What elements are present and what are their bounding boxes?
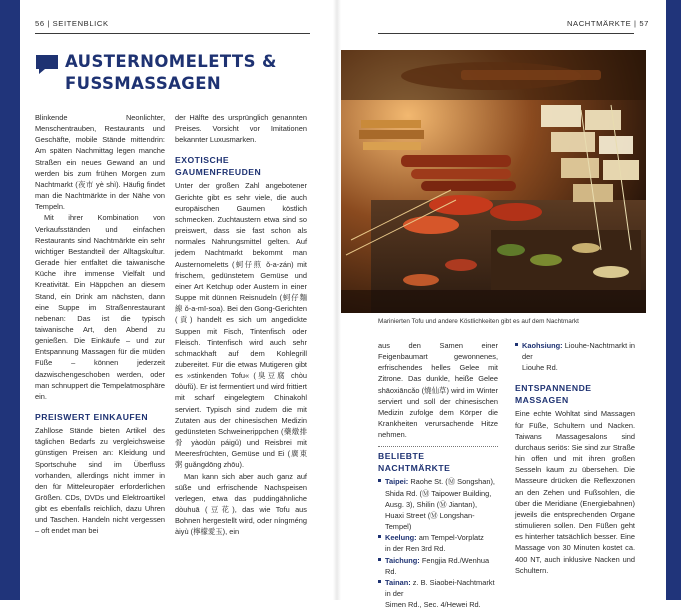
header-rule-left: [35, 33, 310, 34]
market-line: Ausg. 3), Shilin (Ⓜ Jiantan),: [385, 499, 478, 509]
paragraph: Man kann sich aber auch ganz auf süße und erfrischende Nachspeisen verlegen, etwa das puddingähnliche dòuhuā (豆花), das wie Tofu aus Bohnen hergestellt wird, oder níngméng àiyù (檸檬愛玉), ein: [175, 471, 307, 537]
speech-bubble-icon: [35, 54, 59, 75]
market-list: [378, 476, 498, 610]
market-line: Liouhe-Nachtmarkt in der: [522, 341, 635, 362]
market-line: Liouhe Rd.: [522, 363, 558, 373]
list-item: [378, 577, 498, 610]
night-market-food-illustration: [341, 50, 646, 313]
market-city: Keelung:: [385, 533, 417, 543]
title-line-2: FUSSMASSAGEN: [65, 74, 222, 93]
list-item: [378, 476, 498, 532]
paragraph: Zahllose Stände bieten Artikel des täglichen Bedarfs zu vergleichsweise günstigen Preisen an: Kleidung und Sportschuhe sind im Überfluss vorhanden, allerdings nicht immer in den für Mitteleuropäer erforderlichen Größen. CDs, DVDs und Elektroartikel gibt es ebenfalls reichlich, dazu Uhren und Taschen. Handeln nicht vergessen – oft endet man bei: [35, 426, 165, 536]
right-page-edge-band: [666, 0, 681, 600]
text-column-1: [35, 112, 165, 537]
market-line: Fengjia Rd./Wenhua Rd.: [385, 555, 490, 576]
night-market-food-photo: [341, 50, 646, 313]
text-column-3: [378, 340, 498, 610]
text-column-4: [515, 340, 635, 576]
header-rule-right: [378, 33, 634, 34]
paragraph: Blinkende Neonlichter, Menschentrauben, Restaurants und Geschäfte, mobile Stände mittendrin: Am späten Nachmittag legen manche Straßen ein neues Gewand an und werden bis zum frühen Morgen zum Nachtmarkt (夜市 yè shì). Häufig findet man die Nachtmärkte in der Nähe von Tempeln.: [35, 113, 165, 212]
market-city: Kaohsiung:: [522, 341, 563, 350]
paragraph: der Hälfte des ursprünglich genannten Preises. Vorsicht vor Imitationen bekannter Luxusmarken.: [175, 113, 307, 145]
left-page-edge-band: [0, 0, 20, 600]
running-header-right: NACHTMÄRKTE | 57: [566, 19, 649, 28]
paragraph: Mit ihrer Kombination von Verkaufsständen und einfachen Restaurants sind Nachtmärkte ein sehr wichtiger Bestandteil der Alltagskultur. Gerade hier entfaltet die taiwanische Küche ihre immense Vielfalt und Kreativität. Ein Häppchen an diesem Stand, ein Drink am nächsten, dann eine Suppe im Straßenrestaurant nebenan: Das ist die typisch taiwanische Art, den Abend zu genießen. Die Einkäufe – und zur Entspannung Massagen für die müden Füße – können jederzeit dazwischengeschoben werden, oder man schnuppert die Tempelatmosphäre ein.: [35, 213, 165, 401]
section-heading-einkaufen: PREISWERT EINKAUFEN: [35, 412, 149, 423]
paragraph: Unter der großen Zahl angebotener Gerichte gibt es sehr viele, die auch europäischen Gaumen köstlich schmecken. Zuchtaustern etwa sind so preiswert, dass sie fast schon als normales Nahrungsmittel gelten. Auf jedem Nachtmarkt bekommt man Austernomeletts (蚵仔煎 ǒ-a-zán) mit frischem, gedünstetem Gemüse und einer Art Ketchup oder Austern in einer Suppe mit dünnen Reisnudeln (蚵仔麵線 ǒ-a-mī-soa). Bei den Gong-Gerichten (貢) handelt es sich um angedickte Suppen mit Fisch, Tintenfisch oder Fleisch. Tintenfisch wird auch sehr schmackhaft auf dem Kohlegrill zubereitet. Für die etwas Mutigeren gibt es »stinkenden Tofu« (臭豆腐 chòu dòufǔ). Er ist fermentiert und wird frittiert mit scharf eingelegtem Chinakohl serviert. Typisch sind zudem die mit Zutaten aus der chinesischen Medizin gedünsteten Schweinerippchen (藥燉排骨 yàodùn páigǔ) und Reisbrei mit Meeresfrüchten, Gemüse und Ei (廣東粥 guǎngdōng zhōu).: [175, 181, 307, 470]
section-heading-massagen: ENTSPANNENDE MASSAGEN: [515, 383, 592, 406]
text-column-2: [175, 112, 307, 537]
photo-caption: Marinierten Tofu und andere Köstlichkeiten gibt es auf dem Nachtmarkt: [378, 318, 579, 325]
info-box-title: BELIEBTE NACHTMÄRKTE: [378, 451, 451, 474]
market-city: Taichung:: [385, 555, 420, 565]
market-line: Raohe St. (Ⓜ Songshan),: [410, 477, 495, 487]
market-line: Simen Rd., Sec. 4/Hewei Rd.: [385, 600, 481, 610]
section-heading-gaumenfreuden: EXOTISCHE GAUMENFREUDEN: [175, 155, 262, 178]
market-line: z. B. Siaobei-Nachtmarkt in der: [385, 577, 495, 598]
market-line: in der Ren 3rd Rd.: [385, 544, 446, 554]
market-line: Huaxi Street (Ⓜ Longshan-Tempel): [385, 510, 475, 532]
list-item: [515, 340, 635, 373]
book-gutter: [333, 0, 341, 600]
list-item: [378, 555, 498, 577]
market-line: am Tempel-Vorplatz: [418, 533, 484, 543]
info-box-nachtmaerkte: [378, 446, 498, 610]
market-city: Tainan:: [385, 577, 411, 587]
paragraph: Eine echte Wohltat sind Massagen für Füße, Schultern und Nacken. Taiwans Massagesalons sind durchaus seriös: Sie sind zur Straße hin offen und mit ihren großen Sesseln kaum zu übersehen. Die Masseure drücken die Reflexzonen an den Zehen und Fußsohlen, die über die Meridiane (Energiebahnen) jeweils die entsprechenden Organe stimulieren sollen. Den Füßen geht es hinterher tatsächlich besser. Eine Massage von 30 Minuten kostet ca. 400 NT, auch inklusive Nacken und Schultern.: [515, 409, 635, 575]
market-city: Taipei:: [385, 477, 409, 487]
running-header-left: 56 | SEITENBLICK: [35, 19, 109, 28]
title-line-1: AUSTERNOMELETTS &: [65, 52, 277, 71]
article-title: [65, 51, 325, 95]
market-list-continued: [515, 340, 635, 373]
list-item: [378, 532, 498, 554]
paragraph: aus den Samen einer Feigenbaumart gewonnenes, erfrischendes helles Gelee mit Zitrone. Das dunkle, heiße Gelee shāoxiāncǎo (燒仙草) wird im Winter serviert und soll der chinesischen Medizin zufolge dem Körper die Krankheiten verursachende Hitze nehmen.: [378, 341, 498, 440]
market-line: Shida Rd. (Ⓜ Taipower Building,: [385, 488, 492, 498]
